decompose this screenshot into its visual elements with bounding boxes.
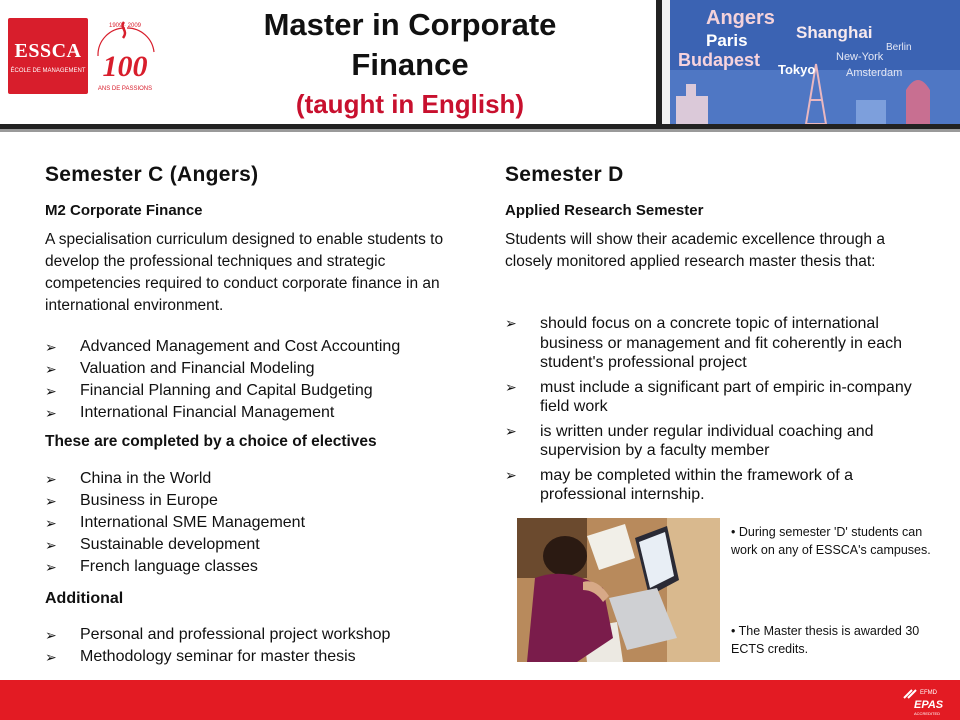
banner-city-amsterdam: Amsterdam xyxy=(846,67,903,79)
semester-c-heading: Semester C (Angers) xyxy=(45,163,259,186)
anniversary-badge xyxy=(90,14,160,100)
header-divider-shadow xyxy=(0,129,960,132)
essca-logo-text: ESSCA xyxy=(14,40,82,62)
city-banner-image xyxy=(656,0,960,124)
list-item: ➢ Valuation and Financial Modeling xyxy=(45,358,485,380)
list-item: ➢ Business in Europe xyxy=(45,490,485,512)
epas-label: EPAS xyxy=(914,699,944,711)
banner-city-berlin: Berlin xyxy=(886,42,912,53)
semester-d-heading: Semester D xyxy=(505,163,624,186)
list-item: ➢ International Financial Management xyxy=(45,402,485,424)
list-item: ➢ China in the World xyxy=(45,468,485,490)
page-title-line-1: Master in Corporate xyxy=(263,7,557,42)
semester-d-subheading: Applied Research Semester xyxy=(505,202,704,219)
ects-note: • The Master thesis is awarded 30 ECTS credits. xyxy=(731,624,920,656)
anniversary-arc-right xyxy=(127,28,154,52)
list-item: ➢ Sustainable development xyxy=(45,534,485,556)
essca-logo-subtitle: ÉCOLE DE MANAGEMENT xyxy=(10,68,86,74)
banner-city-shanghai: Shanghai xyxy=(796,23,873,42)
footer-band xyxy=(0,680,960,720)
anniversary-years: 1909 · 2009 xyxy=(108,23,142,29)
banner-city-newyork: New-York xyxy=(836,51,884,63)
epas-efmd-label: EFMD xyxy=(920,690,937,696)
semester-d-description: Students will show their academic excellence through a closely monitored applied research master thesis that: xyxy=(505,231,885,270)
epas-accreditation-logo xyxy=(900,684,956,716)
page-title-line-2: Finance xyxy=(351,47,469,82)
semester-c-subheading: M2 Corporate Finance xyxy=(45,202,203,219)
anniversary-number: 100 xyxy=(102,50,148,83)
semester-c-description: A specialisation curriculum designed to enable students to develop the professional techniques and strategic competencies required to conduct corporate finance in an international environment. xyxy=(45,231,444,314)
banner-city-angers: Angers xyxy=(706,7,775,29)
page-subtitle: (taught in English) xyxy=(295,89,525,119)
electives-heading: These are completed by a choice of electives xyxy=(45,433,377,450)
thesis-requirements-list xyxy=(505,314,925,510)
list-item: ➢ Personal and professional project workshop xyxy=(45,624,485,646)
list-item: ➢ International SME Management xyxy=(45,512,485,534)
core-courses-list xyxy=(45,336,485,424)
campus-note: • During semester 'D' students can work on any of ESSCA's campuses. xyxy=(731,525,931,557)
parliament-icon xyxy=(906,80,930,124)
list-item: ➢ must include a significant part of empiric in-company field work xyxy=(505,378,925,417)
banner-city-tokyo: Tokyo xyxy=(778,62,816,77)
epas-swoosh-icon xyxy=(904,690,916,698)
anniversary-caption: ANS DE PASSIONS xyxy=(97,86,153,92)
electives-list xyxy=(45,468,485,578)
student-figure xyxy=(543,536,587,576)
additional-heading: Additional xyxy=(45,590,124,607)
epas-accredited-label: ACCREDITED xyxy=(914,711,941,716)
banner-city-budapest: Budapest xyxy=(678,50,761,70)
list-item: ➢ may be completed within the framework of a professional internship. xyxy=(505,466,925,505)
list-item: ➢ Financial Planning and Capital Budgeting xyxy=(45,380,485,402)
banner-city-paris: Paris xyxy=(706,31,748,50)
list-item: ➢ should focus on a concrete topic of international business or management and fit coherently in each student's professional project xyxy=(505,314,925,373)
list-item: ➢ Advanced Management and Cost Accounting xyxy=(45,336,485,358)
list-item: ➢ French language classes xyxy=(45,556,485,578)
additional-list xyxy=(45,624,485,668)
list-item: ➢ Methodology seminar for master thesis xyxy=(45,646,485,668)
student-at-computer-photo xyxy=(517,518,720,662)
list-item: ➢ is written under regular individual coaching and supervision by a faculty member xyxy=(505,422,925,461)
